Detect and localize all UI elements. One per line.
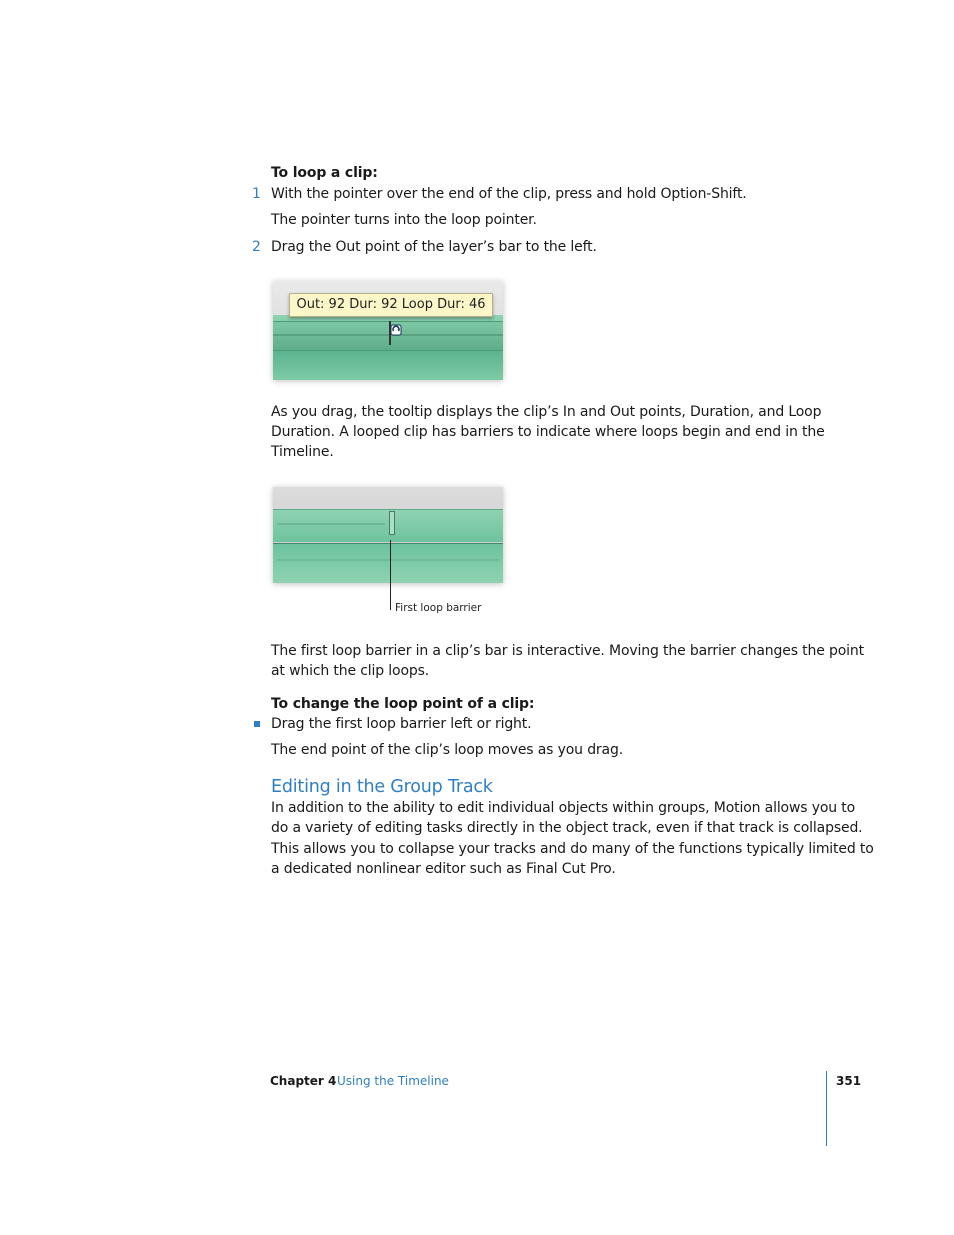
timeline-tooltip: Out: 92 Dur: 92 Loop Dur: 46 — [289, 293, 493, 317]
footer-divider — [826, 1071, 827, 1146]
procedure-heading-change-loop-point: To change the loop point of a clip: — [271, 696, 535, 712]
loop-pointer-icon — [389, 323, 403, 337]
bullet-text: Drag the first loop barrier left or right. — [271, 716, 532, 732]
paragraph-line: at which the clip loops. — [271, 663, 430, 679]
step-1-result: The pointer turns into the loop pointer. — [271, 212, 537, 228]
audio-waveform — [273, 321, 503, 351]
audio-bar — [273, 543, 503, 583]
loop-barrier-handle[interactable] — [389, 511, 395, 535]
figure-loop-pointer — [273, 281, 503, 380]
procedure-heading-loop-clip: To loop a clip: — [271, 165, 378, 181]
bullet-result: The end point of the clip’s loop moves as you drag. — [271, 742, 624, 758]
callout-first-loop-barrier: First loop barrier — [395, 602, 482, 614]
paragraph-line: a dedicated nonlinear editor such as Final Cut Pro. — [271, 861, 616, 877]
waveform-line — [277, 559, 499, 561]
step-text-1: With the pointer over the end of the clip, press and hold Option-Shift. — [271, 186, 747, 202]
paragraph-line: Timeline. — [271, 444, 334, 460]
page-number: 351 — [836, 1074, 862, 1088]
paragraph-line: This allows you to collapse your tracks and do many of the functions typically limited to — [271, 841, 874, 857]
paragraph-line: Duration. A looped clip has barriers to indicate where loops begin and end in the — [271, 424, 825, 440]
callout-leader-line — [390, 540, 391, 610]
bullet-square-icon — [254, 721, 260, 727]
paragraph-line: In addition to the ability to edit individual objects within groups, Motion allows you to — [271, 800, 856, 816]
paragraph-line: As you drag, the tooltip displays the clip’s In and Out points, Duration, and Loop — [271, 404, 822, 420]
paragraph-line: do a variety of editing tasks directly in the object track, even if that track is collapsed. — [271, 820, 863, 836]
waveform-line — [277, 523, 385, 525]
waveform-line — [273, 334, 503, 336]
footer-chapter-label: Chapter 4 — [270, 1074, 337, 1088]
clip-bar — [273, 509, 503, 542]
step-number-1: 1 — [252, 186, 261, 202]
section-heading-group-track: Editing in the Group Track — [271, 777, 493, 797]
step-text-2: Drag the Out point of the layer’s bar to the left. — [271, 239, 597, 255]
figure-loop-barrier — [273, 487, 503, 583]
step-number-2: 2 — [252, 239, 261, 255]
footer-chapter-title: Using the Timeline — [337, 1074, 449, 1088]
paragraph-line: The first loop barrier in a clip’s bar is interactive. Moving the barrier changes the point — [271, 643, 864, 659]
